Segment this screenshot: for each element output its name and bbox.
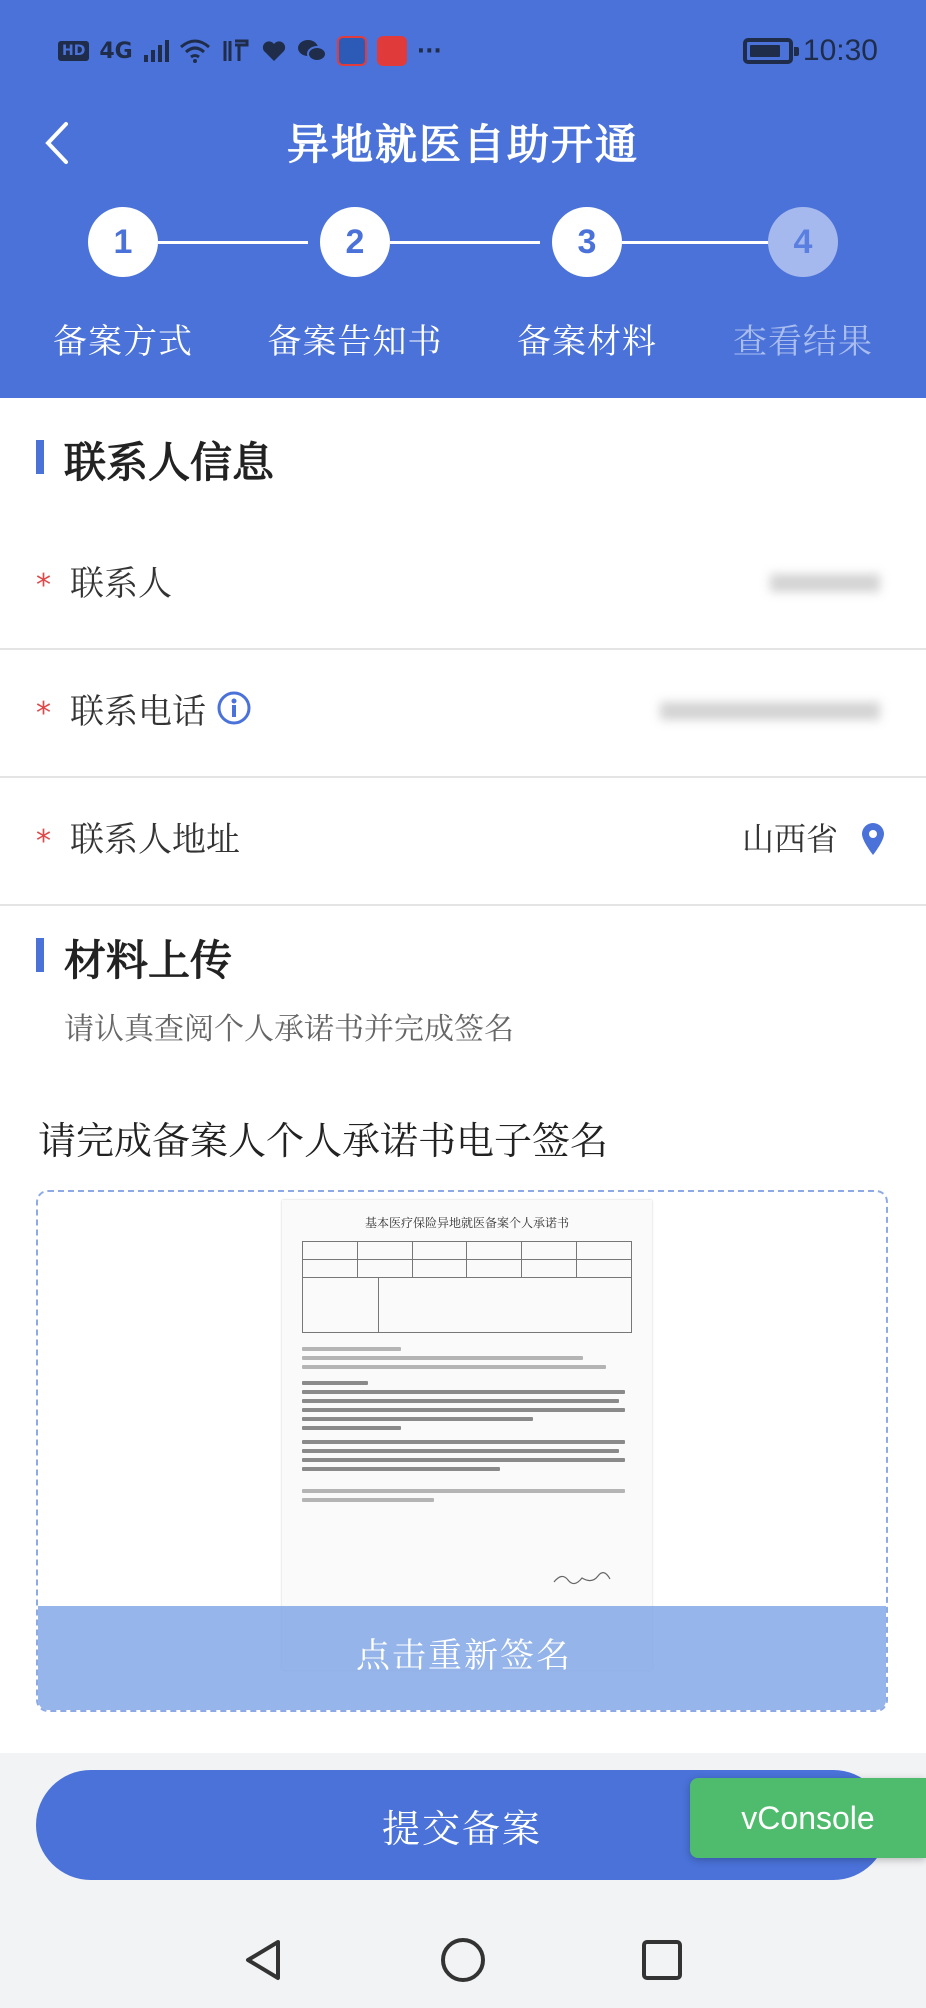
document-table	[302, 1241, 632, 1333]
document-title: 基本医疗保险异地就医备案个人承诺书	[364, 1216, 569, 1230]
more-notifications-icon: ···	[416, 38, 442, 64]
section-marker	[36, 938, 44, 972]
step-connector	[622, 241, 772, 244]
signature-area[interactable]	[36, 1190, 888, 1712]
required-mark: *	[36, 824, 51, 859]
book-app-icon	[377, 36, 407, 66]
status-bar	[0, 30, 926, 78]
step-2-circle: 2	[320, 207, 390, 277]
signal-icon: 4G	[99, 38, 133, 64]
required-mark: *	[36, 568, 51, 603]
info-icon[interactable]	[216, 690, 252, 726]
system-nav-bar	[0, 1900, 926, 2008]
clock: 10:30	[802, 34, 878, 67]
submit-button[interactable]: 提交备案	[36, 1770, 888, 1880]
contact-phone-value	[660, 702, 880, 720]
nav-home-icon[interactable]	[439, 1936, 487, 1984]
step-3-circle: 3	[552, 207, 622, 277]
contact-phone-label: 联系电话	[70, 692, 206, 732]
cns-app-icon	[337, 36, 367, 66]
section-marker	[36, 440, 44, 474]
upload-hint: 请认真查阅个人承诺书并完成签名	[64, 1012, 514, 1047]
heart-icon	[261, 39, 287, 63]
nav-back-icon[interactable]	[240, 1936, 288, 1984]
signal-bars-icon	[143, 39, 169, 63]
step-2-label: 备案告知书	[267, 322, 443, 362]
contact-phone-row[interactable]	[0, 650, 926, 778]
hd-badge: HD	[58, 41, 89, 61]
step-3-label: 备案材料	[517, 322, 657, 362]
required-mark: *	[36, 696, 51, 731]
contact-section-title: 联系人信息	[64, 438, 275, 487]
contact-address-row[interactable]	[0, 778, 926, 906]
status-icons-left	[58, 36, 442, 66]
step-4-circle: 4	[768, 207, 838, 277]
signature-title: 请完成备案人个人承诺书电子签名	[38, 1119, 609, 1163]
contact-name-row[interactable]	[0, 522, 926, 650]
app-header	[0, 0, 926, 398]
upload-section-title: 材料上传	[64, 936, 233, 985]
step-1-label: 备案方式	[53, 322, 193, 362]
contact-address-value: 山西省	[741, 820, 838, 858]
wifi-icon	[179, 38, 211, 64]
handwritten-signature	[552, 1570, 612, 1586]
listen-icon	[221, 37, 251, 65]
nav-recents-icon[interactable]	[638, 1936, 686, 1984]
vconsole-button[interactable]: vConsole	[690, 1778, 926, 1858]
battery-icon	[743, 38, 793, 64]
step-connector	[158, 241, 308, 244]
contact-name-label: 联系人	[70, 564, 172, 604]
document-text-lines	[302, 1347, 632, 1502]
location-pin-icon[interactable]	[860, 822, 886, 856]
step-1-circle: 1	[88, 207, 158, 277]
page-title: 异地就医自助开通	[286, 120, 639, 169]
contact-name-value	[770, 574, 880, 592]
status-icons-right	[743, 34, 878, 68]
contact-address-label: 联系人地址	[70, 820, 240, 860]
resign-label[interactable]: 点击重新签名	[356, 1636, 572, 1676]
wechat-icon	[297, 38, 327, 64]
commitment-document-preview	[282, 1200, 652, 1670]
step-4-label: 查看结果	[733, 322, 873, 362]
step-connector	[390, 241, 540, 244]
